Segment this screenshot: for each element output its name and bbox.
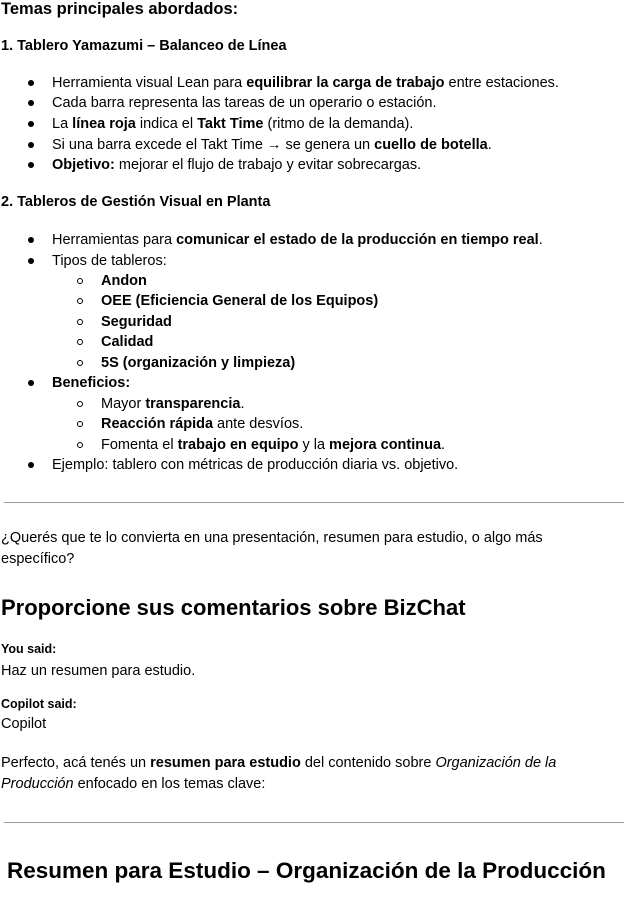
bullet-dot [28,258,34,264]
list-item: Herramienta visual Lean para equilibrar la carga de trabajo entre estaciones. [52,75,559,91]
bullet-ring [77,298,83,304]
bullet-dot [28,142,34,148]
summary-heading: Resumen para Estudio – Organización de la Producción [7,858,606,883]
bullet-dot [28,121,34,127]
bullet-ring [77,442,83,448]
list-item: OEE (Eficiencia General de los Equipos) [101,293,379,309]
bullet-ring [77,278,83,284]
list-item: 5S (organización y limpieza) [101,355,296,371]
list-item: Reacción rápida ante desvíos. [101,416,304,432]
list-item: Seguridad [101,314,172,330]
divider [4,822,624,823]
list-item: Ejemplo: tablero con métricas de producción diaria vs. objetivo. [52,457,459,473]
list-item: Mayor transparencia. [101,396,245,412]
bullet-ring [77,401,83,407]
bullet-dot [28,380,34,386]
question-text: ¿Querés que te lo convierta en una presentación, resumen para estudio, o algo más específico? [1,530,543,567]
bullet-dot [28,237,34,243]
you-said-label: You said: [1,642,57,656]
list-item: Andon [101,273,147,289]
list-item: Herramientas para comunicar el estado de la producción en tiempo real. [52,232,543,248]
bullet-ring [77,339,83,345]
bullet-ring [77,421,83,427]
section-2-title: 2. Tableros de Gestión Visual en Planta [1,194,271,210]
copilot-said-label: Copilot said: [1,697,77,711]
list-item: Tipos de tableros: [52,253,167,269]
list-item: Calidad [101,334,154,350]
list-item: Si una barra excede el Takt Time → se genera un cuello de botella. [52,137,492,153]
copilot-name: Copilot [1,716,47,732]
section-1-title: 1. Tablero Yamazumi – Balanceo de Línea [1,38,287,54]
bullet-dot [28,80,34,86]
bullet-dot [28,100,34,106]
user-message: Haz un resumen para estudio. [1,663,196,679]
list-item: La línea roja indica el Takt Time (ritmo de la demanda). [52,116,414,132]
topics-heading: Temas principales abordados: [1,0,239,18]
list-item: Cada barra representa las tareas de un operario o estación. [52,95,437,111]
feedback-heading: Proporcione sus comentarios sobre BizChat [1,595,466,620]
divider [4,502,624,503]
bullet-dot [28,162,34,168]
list-item: Beneficios: [52,375,131,391]
list-item: Objetivo: mejorar el flujo de trabajo y evitar sobrecargas. [52,157,422,173]
copilot-reply: Perfecto, acá tenés un resumen para estudio del contenido sobre Organización de la Producción enfocado en los temas clave: [1,755,557,792]
bullet-dot [28,462,34,468]
bullet-ring [77,360,83,366]
list-item: Fomenta el trabajo en equipo y la mejora continua. [101,437,446,453]
bullet-ring [77,319,83,325]
